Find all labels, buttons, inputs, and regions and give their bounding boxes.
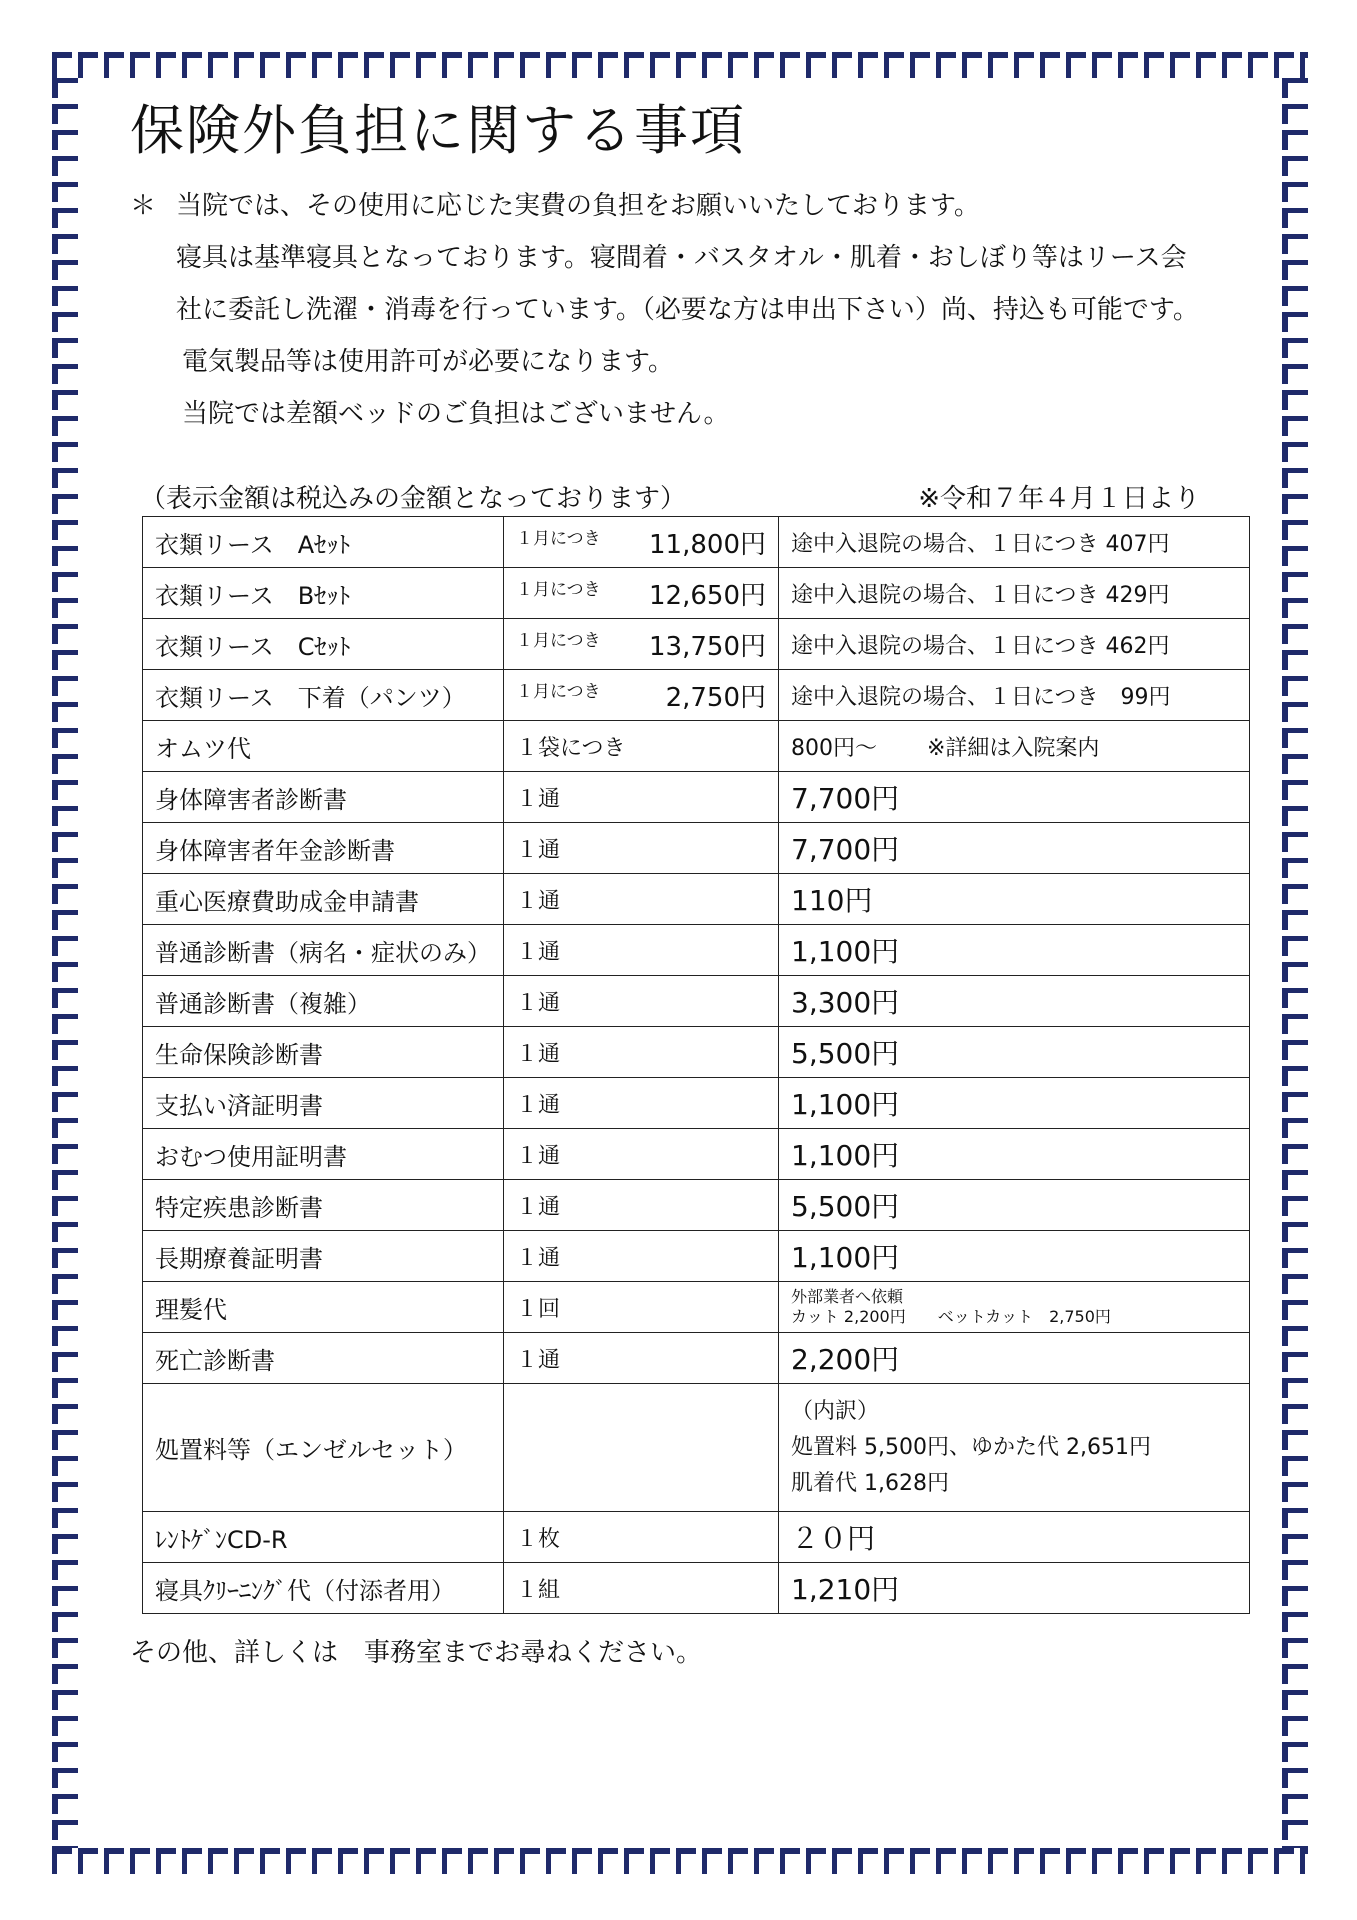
price-line: 肌着代 1,628円 xyxy=(791,1470,949,1496)
item-cell: 衣類リース Cｾｯﾄ xyxy=(143,619,504,670)
item-cell: 長期療養証明書 xyxy=(143,1231,504,1282)
price-cell: 1,100円 xyxy=(779,1129,1250,1180)
table-row xyxy=(143,1384,1250,1512)
asterisk-mark: ＊ xyxy=(130,191,157,221)
price-line: 外部業者へ依頼 xyxy=(791,1287,904,1306)
unit-cell: １通 xyxy=(504,1180,779,1231)
price-line: 処置料 5,500円、ゆかた代 2,651円 xyxy=(791,1434,1151,1460)
price-cell: 途中入退院の場合、１日につき 429円 xyxy=(779,568,1250,619)
price-note: ※詳細は入院案内 xyxy=(927,735,1100,761)
table-row xyxy=(143,1563,1250,1614)
price-cell: 5,500円 xyxy=(779,1180,1250,1231)
item-cell: 処置料等（エンゼルセット） xyxy=(143,1384,504,1512)
item-cell: ﾚﾝﾄｹﾞﾝCD-R xyxy=(143,1512,504,1563)
item-cell: 寝具ｸﾘｰﾆﾝｸﾞ代（付添者用） xyxy=(143,1563,504,1614)
table-row xyxy=(143,568,1250,619)
table-row xyxy=(143,772,1250,823)
item-cell: 生命保険診断書 xyxy=(143,1027,504,1078)
item-cell: オムツ代 xyxy=(143,721,504,772)
table-row xyxy=(143,721,1250,772)
intro-line-4: 電気製品等は使用許可が必要になります。 xyxy=(182,347,674,377)
unit-cell: １通 xyxy=(504,1078,779,1129)
price-cell: 途中入退院の場合、１日につき 462円 xyxy=(779,619,1250,670)
unit-cell: １通 xyxy=(504,1027,779,1078)
decorative-border-right xyxy=(1282,78,1308,1848)
table-row xyxy=(143,823,1250,874)
item-cell: 特定疾患診断書 xyxy=(143,1180,504,1231)
intro-line-3: 社に委託し洗濯・消毒を行っています。（必要な方は申出下さい）尚、持込も可能です。 xyxy=(176,295,1199,325)
price-cell: 5,500円 xyxy=(779,1027,1250,1078)
table-row xyxy=(143,1282,1250,1333)
table-row xyxy=(143,1231,1250,1282)
unit-cell xyxy=(504,1384,779,1512)
table-row xyxy=(143,1027,1250,1078)
price-cell: 1,100円 xyxy=(779,925,1250,976)
price-cell: 3,300円 xyxy=(779,976,1250,1027)
price-line: カット 2,200円 ベットカット 2,750円 xyxy=(791,1307,1111,1326)
table-row xyxy=(143,1333,1250,1384)
decorative-border-left xyxy=(52,78,78,1848)
item-cell: 重心医療費助成金申請書 xyxy=(143,874,504,925)
footer-note: その他、詳しくは 事務室までお尋ねください。 xyxy=(130,1638,703,1668)
unit-cell: １通 xyxy=(504,1129,779,1180)
price-cell: 800円～ ※詳細は入院案内 xyxy=(779,721,1250,772)
item-cell: おむつ使用証明書 xyxy=(143,1129,504,1180)
fee-table xyxy=(142,516,1250,1614)
item-cell: 衣類リース Bｾｯﾄ xyxy=(143,568,504,619)
unit-cell: １通 xyxy=(504,925,779,976)
price-cell: 途中入退院の場合、１日につき 99円 xyxy=(779,670,1250,721)
item-cell: 理髪代 xyxy=(143,1282,504,1333)
price-cell: 7,700円 xyxy=(779,823,1250,874)
price-cell: 1,100円 xyxy=(779,1078,1250,1129)
unit-cell: １通 xyxy=(504,823,779,874)
unit-cell: １月につき 2,750円 xyxy=(504,670,779,721)
price-line: （内訳） xyxy=(791,1398,880,1424)
price-cell xyxy=(779,1282,1250,1333)
effective-date: ※令和７年４月１日より xyxy=(918,484,1200,514)
price-cell: 7,700円 xyxy=(779,772,1250,823)
unit-cell: １通 xyxy=(504,1333,779,1384)
unit-cell: １通 xyxy=(504,976,779,1027)
intro-line-1: ＊ 当院では、その使用に応じた実費の負担をお願いいたしております。 xyxy=(130,180,1199,232)
unit-cell: １通 xyxy=(504,874,779,925)
table-row xyxy=(143,874,1250,925)
decorative-border-top xyxy=(52,52,1308,78)
table-row xyxy=(143,1129,1250,1180)
item-cell: 死亡診断書 xyxy=(143,1333,504,1384)
table-row xyxy=(143,619,1250,670)
price-cell: 1,100円 xyxy=(779,1231,1250,1282)
decorative-border-bottom xyxy=(52,1848,1308,1874)
unit-cell: １袋につき xyxy=(504,721,779,772)
page-title: 保険外負担に関する事項 xyxy=(130,99,746,162)
table-row xyxy=(143,925,1250,976)
unit-cell: １月につき 12,650円 xyxy=(504,568,779,619)
table-row xyxy=(143,976,1250,1027)
item-cell: 普通診断書（病名・症状のみ） xyxy=(143,925,504,976)
item-cell: 支払い済証明書 xyxy=(143,1078,504,1129)
price-cell: 110円 xyxy=(779,874,1250,925)
intro-text xyxy=(130,180,1199,440)
unit-cell: １月につき 13,750円 xyxy=(504,619,779,670)
unit-cell: １通 xyxy=(504,1231,779,1282)
intro-line-2: 寝具は基準寝具となっております。寝間着・バスタオル・肌着・おしぼり等はリース会 xyxy=(176,243,1187,273)
table-row xyxy=(143,1180,1250,1231)
table-row xyxy=(143,1078,1250,1129)
item-cell: 普通診断書（複雑） xyxy=(143,976,504,1027)
price-cell: 途中入退院の場合、１日につき 407円 xyxy=(779,517,1250,568)
price-cell: ２０円 xyxy=(779,1512,1250,1563)
price-cell: 1,210円 xyxy=(779,1563,1250,1614)
unit-cell: １回 xyxy=(504,1282,779,1333)
item-cell: 身体障害者診断書 xyxy=(143,772,504,823)
table-row xyxy=(143,517,1250,568)
unit-cell: １枚 xyxy=(504,1512,779,1563)
tax-note: （表示金額は税込みの金額となっております） xyxy=(140,484,687,514)
unit-cell: １組 xyxy=(504,1563,779,1614)
unit-cell: １月につき 11,800円 xyxy=(504,517,779,568)
table-row xyxy=(143,670,1250,721)
item-cell: 身体障害者年金診断書 xyxy=(143,823,504,874)
intro-line-5: 当院では差額ベッドのご負担はございません。 xyxy=(182,399,730,429)
item-cell: 衣類リース Aｾｯﾄ xyxy=(143,517,504,568)
price-cell xyxy=(779,1384,1250,1512)
price-cell: 2,200円 xyxy=(779,1333,1250,1384)
unit-cell: １通 xyxy=(504,772,779,823)
table-row xyxy=(143,1512,1250,1563)
item-cell: 衣類リース 下着（パンツ） xyxy=(143,670,504,721)
